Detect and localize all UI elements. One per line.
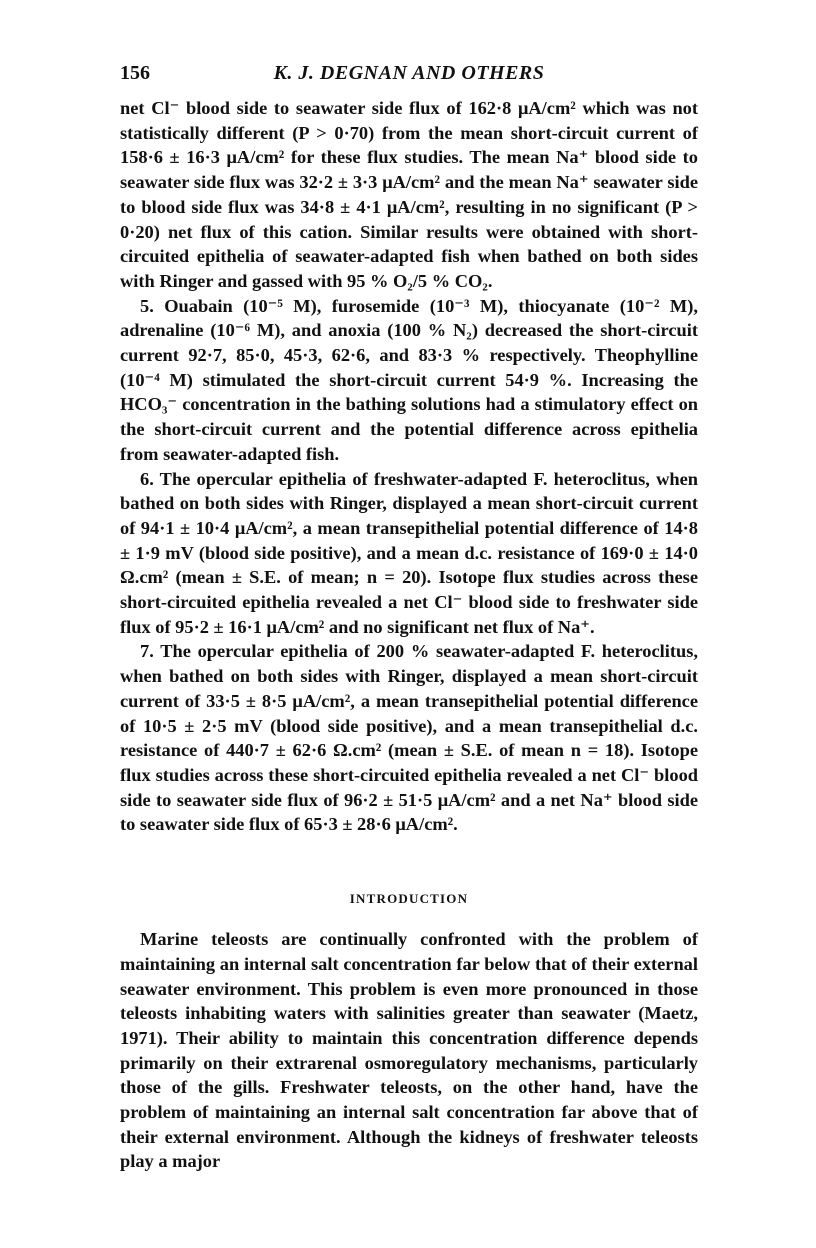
summary-point-7: 7. The opercular epithelia of 200 % seawater-adapted F. heteroclitus, when bathed on both sides with Ringer, displayed a mean short-circuit current of 33·5 ± 8·5 μA/cm², a mean transepithelial potential difference of 10·5 ± 2·5 mV (blood side positive), and a mean transepithelial d.c. resistance of 440·7 ± 62·6 Ω.cm² (mean ± S.E. of mean n = 18). Isotope flux studies across these short-circuited epithelia revealed a net Cl⁻ blood side to seawater side flux of 96·2 ± 51·5 μA/cm² and a net Na⁺ blood side to seawater side flux of 65·3 ± 28·6 μA/cm². bbox=[120, 641, 698, 835]
page bbox=[120, 62, 698, 1174]
running-title: K. J. DEGNAN AND OTHERS bbox=[273, 62, 545, 84]
page-number: 156 bbox=[120, 62, 150, 84]
introduction-heading: INTRODUCTION bbox=[349, 891, 469, 907]
summary-paragraph-continued: net Cl⁻ blood side to seawater side flux of 162·8 μA/cm² which was not statistically different (P > 0·70) from the mean short-circuit current of 158·6 ± 16·3 μA/cm² for these flux studies. The mean Na⁺ blood side to seawater side flux was 32·2 ± 3·3 μA/cm² and the mean Na⁺ seawater side to blood side flux was 34·8 ± 4·1 μA/cm², resulting in no significant (P > 0·20) net flux of this cation. Similar results were obtained with short-circuited epithelia of seawater-adapted fish when bathed on both sides with Ringer and gassed with 95 % O₂/5 % CO₂. bbox=[120, 98, 698, 291]
summary-point-5: 5. Ouabain (10⁻⁵ M), furosemide (10⁻³ M), thiocyanate (10⁻² M), adrenaline (10⁻⁶ M), and anoxia (100 % N₂) decreased the short-circuit current 92·7, 85·0, 45·3, 62·6, and 83·3 % respectively. Theophylline (10⁻⁴ M) stimulated the short-circuit current 54·9 %. Increasing the HCO₃⁻ concentration in the bathing solutions had a stimulatory effect on the short-circuit current and the potential difference across epithelia from seawater-adapted fish. bbox=[120, 295, 698, 464]
summary-point-6: 6. The opercular epithelia of freshwater-adapted F. heteroclitus, when bathed on both sides with Ringer, displayed a mean short-circuit current of 94·1 ± 10·4 μA/cm², a mean transepithelial potential difference of 14·8 ± 1·9 mV (blood side positive), and a mean d.c. resistance of 169·0 ± 14·0 Ω.cm² (mean ± S.E. of mean; n = 20). Isotope flux studies across these short-circuited epithelia revealed a net Cl⁻ blood side to freshwater side flux of 95·2 ± 16·1 μA/cm² and no significant net flux of Na⁺. bbox=[120, 468, 698, 637]
running-head bbox=[120, 62, 698, 96]
introduction-paragraph: Marine teleosts are continually confronted with the problem of maintaining an internal salt concentration far below that of their external seawater environment. This problem is even more pronounced in those teleosts inhabiting waters with salinities greater than seawater (Maetz, 1971). Their ability to maintain this concentration difference depends primarily on their extrarenal osmoregulatory mechanisms, particularly those of the gills. Freshwater teleosts, on the other hand, have the problem of maintaining an internal salt concentration far above that of their external environment. Although the kidneys of freshwater teleosts play a major bbox=[120, 929, 698, 1172]
